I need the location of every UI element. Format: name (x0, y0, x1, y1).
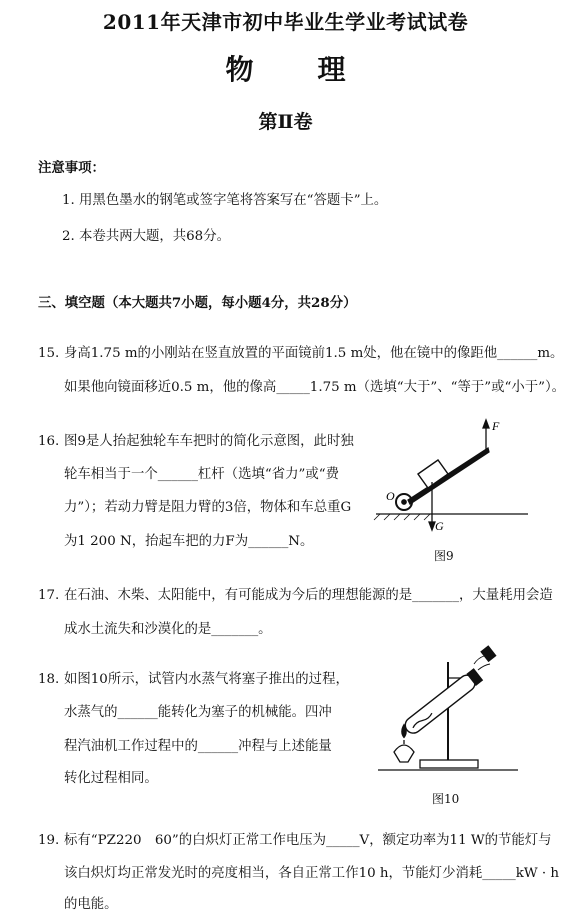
figure-10-steam-apparatus (378, 640, 528, 778)
question-text: 身高1.75 m的小刚站在竖直放置的平面镜前1.5 m处，他在镜中的像距他______m。 (64, 346, 564, 361)
question-19-line-1 (38, 829, 552, 848)
question-16-line-2: 轮车相当于一个______杠杆（选填“省力”或“费 (64, 467, 339, 482)
notice-heading: 注意事项： (38, 160, 105, 176)
question-text: 如图10所示，试管内水蒸气将塞子推出的过程， (64, 672, 349, 687)
section-heading: 三、填空题（本大题共7小题，每小题4分，共28分） (38, 295, 357, 311)
question-number: 18. (38, 672, 60, 687)
question-18-line-1 (38, 668, 349, 687)
question-number: 19. (38, 833, 60, 848)
question-number: 15. (38, 346, 60, 361)
question-18-line-4: 转化过程相同。 (64, 771, 158, 786)
question-number: 17. (38, 588, 60, 603)
question-15-line-2: 如果他向镜面移近0.5 m，他的像高_____1.75 m（选填“大于”、“等于”或“小于”）。 (64, 380, 566, 395)
question-18-line-2: 水蒸气的______能转化为塞子的机械能。四冲 (64, 705, 332, 720)
label-G: G (435, 519, 444, 533)
question-16-line-4: 为1 200 N，抬起车把的力F为______N。 (64, 534, 314, 549)
figure-9-lever-diagram (372, 418, 532, 548)
figure-10-caption: 图10 (432, 792, 460, 806)
subject-title: 物 理 (225, 53, 364, 86)
question-18-line-3: 程汽油机工作过程中的______冲程与上述能量 (64, 739, 332, 754)
question-15-line-1 (38, 342, 563, 361)
question-text: 在石油、木柴、太阳能中，有可能成为今后的理想能源的是_______，大量耗用会造 (64, 588, 553, 603)
question-17-line-1 (38, 584, 553, 603)
label-O: O (386, 489, 395, 503)
question-text: 标有“PZ220 60”的白炽灯正常工作电压为_____V，额定功率为11 W的节能灯与 (64, 833, 552, 848)
question-number: 16. (38, 434, 60, 449)
figure-9-caption: 图9 (434, 549, 454, 563)
notice-item-2: 2. 本卷共两大题，共68分。 (62, 229, 230, 244)
question-19-line-2: 该白炽灯均正常发光时的亮度相当，各自正常工作10 h，节能灯少消耗_____kW · h (64, 866, 559, 881)
question-19-line-3: 的电能。 (64, 897, 118, 912)
question-16-line-1 (38, 430, 354, 449)
exam-title: 2011年天津市初中毕业生学业考试试卷 (102, 10, 469, 34)
label-F: F (492, 419, 500, 433)
volume-title: 第Ⅱ卷 (258, 111, 313, 133)
question-16-line-3: 力”）；若动力臂是阻力臂的3倍，物体和车总重G (64, 500, 352, 515)
notice-item-1: 1. 用黑色墨水的钢笔或签字笔将答案写在“答题卡”上。 (62, 193, 388, 208)
question-text: 图9是人抬起独轮车车把时的简化示意图，此时独 (64, 434, 354, 449)
question-17-line-2: 成水土流失和沙漠化的是_______。 (64, 622, 272, 637)
